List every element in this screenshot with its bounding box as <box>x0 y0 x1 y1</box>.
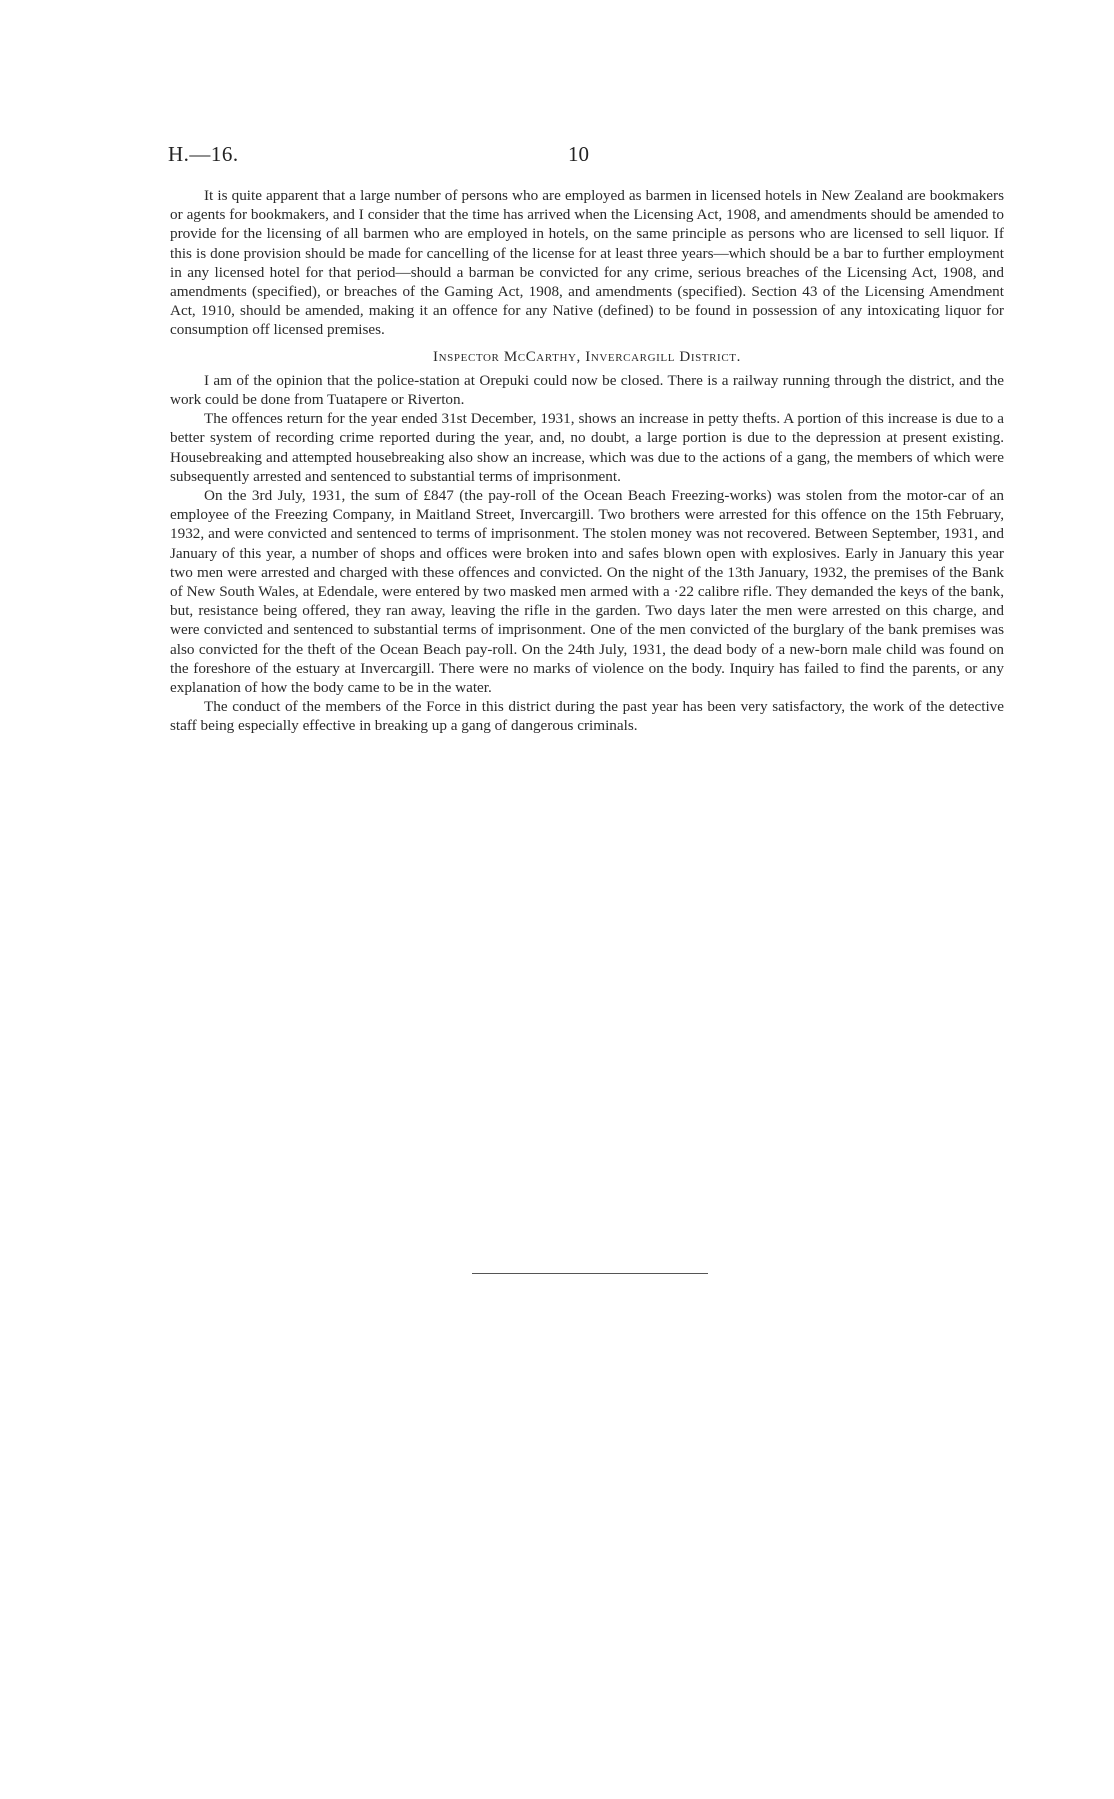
section-heading: Inspector McCarthy, Invercargill District. <box>433 348 741 365</box>
paragraph-payroll-theft: On the 3rd July, 1931, the sum of £847 (the pay-roll of the Ocean Beach Freezing-works) was stolen from the motor-car of an employee of the Freezing Company, in Maitland Street, Invercargill. Two brothers were arrested for this offence on the 15th February, 1932, and were convicted and sentenced to terms of imprisonment. The stolen money was not recovered. Between September, 1931, and January of this year, a number of shops and offices were broken into and safes blown open with explosives. Early in January this year two men were arrested and charged with these offences and convicted. On the night of the 13th January, 1932, the premises of the Bank of New South Wales, at Edendale, were entered by two masked men armed with a ·22 calibre rifle. They demanded the keys of the bank, but, resistance being offered, they ran away, leaving the rifle in the garden. Two days later the men were arrested on this charge, and were convicted and sentenced to substantial terms of imprisonment. One of the men convicted of the burglary of the bank premises was also convicted for the theft of the Ocean Beach pay-roll. On the 24th July, 1931, the dead body of a new-born male child was found on the foreshore of the estuary at Invercargill. There were no marks of violence on the body. Inquiry has failed to find the parents, or any explanation of how the body came to be in the water. <box>170 487 1004 697</box>
paragraph-barmen-licensing: It is quite apparent that a large number of persons who are employed as barmen in licensed hotels in New Zealand are bookmakers or agents for bookmakers, and I consider that the time has arrived when the Licensing Act, 1908, and amendments should be amended to provide for the licensing of all barmen who are employed in hotels, on the same principle as persons who are licensed to sell liquor. If this is done provision should be made for cancelling of the license for at least three years—which should be a bar to further employment in any licensed hotel for that period—should a barman be convicted for any crime, serious breaches of the Licensing Act, 1908, and amendments (specified), or breaches of the Gaming Act, 1908, and amendments (specified). Section 43 of the Licensing Amendment Act, 1910, should be amended, making it an offence for any Native (defined) to be found in possession of any intoxicating liquor for consumption off licensed premises. <box>170 187 1004 339</box>
document-reference: H.—16. <box>168 142 239 166</box>
document-body <box>170 186 1004 736</box>
paragraph-orepuki-station: I am of the opinion that the police-station at Orepuki could now be closed. There is a railway running through the district, and the work could be done from Tuatapere or Riverton. <box>170 371 1004 409</box>
paragraph-force-conduct: The conduct of the members of the Force in this district during the past year has been very satisfactory, the work of the detective staff being especially effective in breaking up a gang of dangerous criminals. <box>170 698 1004 735</box>
page-header <box>168 142 1008 170</box>
page-number: 10 <box>568 142 589 166</box>
paragraph-offences-return: The offences return for the year ended 31st December, 1931, shows an increase in petty thefts. A portion of this increase is due to a better system of recording crime reported during the year, and, no doubt, a large portion is due to the depression at present existing. Housebreaking and attempted housebreaking also show an increase, which was due to the actions of a gang, the members of which were subsequently arrested and sentenced to substantial terms of imprisonment. <box>170 410 1004 485</box>
closing-rule <box>472 1273 708 1274</box>
